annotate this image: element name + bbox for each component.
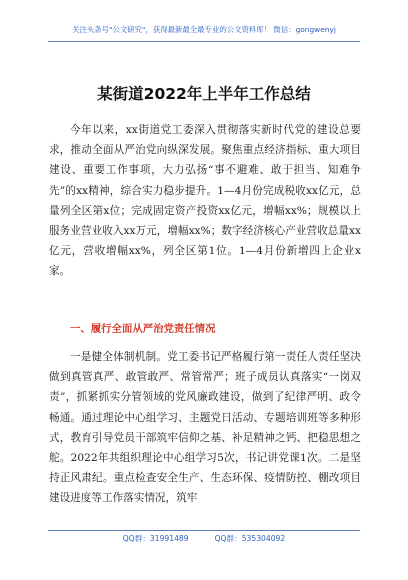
document-title: 某街道2022年上半年工作总结 <box>97 85 311 103</box>
footer-qq-group-1[interactable]: QQ群：31991489 <box>122 534 189 543</box>
footer-qq-group-2[interactable]: QQ群：535304092 <box>214 534 286 543</box>
section-heading-1: 一、履行全面从严治党责任情况 <box>70 323 216 335</box>
header-banner-link[interactable]: 关注头条号"公文研究"，获得最新最全最专业的公文资料库！ 微信：gongwenyj <box>72 25 336 34</box>
header-divider <box>48 41 360 42</box>
footer <box>48 533 360 544</box>
paragraph-intro: 今年以来，xx街道党工委深入贯彻落实新时代党的建设总要求，推动全面从严治党向纵深发展。聚焦重点经济指标、重大项目建设、重要工作事项，大力弘扬“事不避难、敢于担当、知难争先”的xx精神，综合实力稳步提升。1—4月份完成税收xx亿元，总量列全区第x位；完成固定资产投资xx亿元，增幅xx%；规模以上服务业营业收入xx万元，增幅xx%；数字经济核心产业营收总量xx亿元，营收增幅xx%，列全区第1位。1—4月份新增四上企业x家。 <box>49 124 361 278</box>
footer-divider <box>48 530 360 531</box>
paragraph-section-1: 一是健全体制机制。党工委书记严格履行第一责任人责任坚决做到真管真严、敢管敢严、常管常严；班子成员认真落实“一岗双责”，抓紧抓实分管领域的党风廉政建设，做到了纪律严明、政令畅通。通过理论中心组学习、主题党日活动、专题培训班等多种形式，教育引导党员干部筑牢信仰之基、补足精神之钙、把稳思想之舵。2022年共组织理论中心组学习5次，书记讲党课1次。二是坚持正风肃纪。重点检查安全生产、生态环保、疫情防控、棚改项目建设进度等工作落实情况，筑牢 <box>49 351 361 505</box>
